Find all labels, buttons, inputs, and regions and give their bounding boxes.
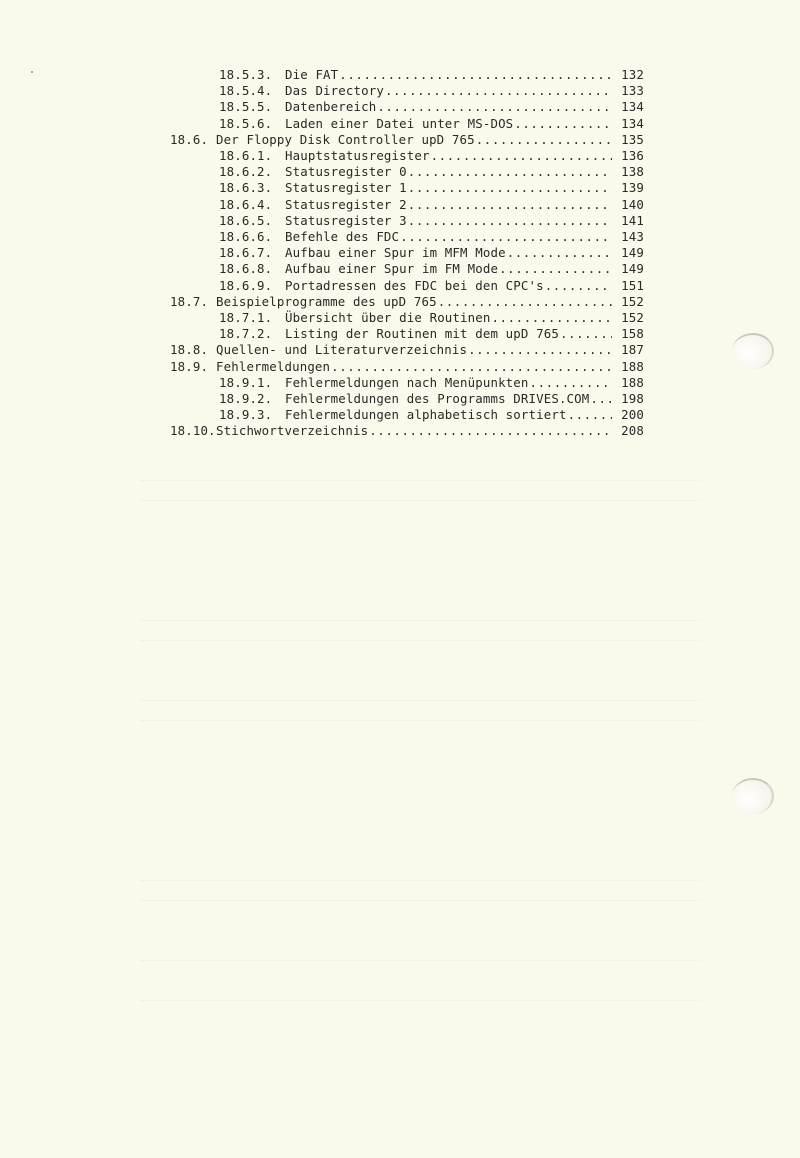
toc-entry-title: Fehlermeldungen nach Menüpunkten	[285, 374, 529, 390]
toc-entry-page: 141	[621, 212, 644, 228]
toc-entry-number: 18.9.3.	[219, 407, 273, 423]
dot-leader	[568, 407, 612, 423]
bleed-through-line	[140, 880, 700, 891]
toc-entry-number: 18.5.4.	[219, 83, 273, 99]
toc-entry-page: 188	[621, 374, 644, 390]
toc-entry-number: 18.6.7.	[219, 245, 273, 261]
bleed-through-line	[140, 900, 700, 911]
toc-entry	[170, 375, 644, 391]
toc-entry-title: Statusregister 1	[285, 180, 407, 196]
toc-entry-title: Statusregister 0	[285, 164, 407, 180]
toc-entry	[170, 245, 644, 261]
toc-entry	[170, 342, 644, 358]
toc-entry-page: 132	[621, 67, 644, 82]
dot-leader	[408, 164, 612, 180]
toc-entry-page: 149	[621, 261, 644, 277]
toc-entry-page: 188	[621, 358, 644, 374]
toc-entry	[170, 391, 644, 407]
toc-entry	[170, 197, 644, 213]
toc-entry	[170, 326, 644, 342]
toc-entry	[170, 407, 644, 423]
dot-leader	[400, 229, 612, 245]
dot-leader	[377, 99, 612, 115]
dot-leader	[545, 278, 612, 294]
dot-leader	[476, 132, 612, 148]
toc-entry-page: 151	[621, 277, 644, 293]
toc-entry-number: 18.6.8.	[219, 261, 273, 277]
toc-entry-title: Aufbau einer Spur im FM Mode	[285, 261, 499, 277]
binder-punch-hole	[732, 778, 774, 814]
dot-leader	[431, 148, 612, 164]
bleed-through-line	[140, 500, 700, 511]
toc-entry-number: 18.5.5.	[219, 99, 273, 115]
toc-entry-title: Fehlermeldungen alphabetisch sortiert	[285, 407, 567, 423]
toc-entry-page: 140	[621, 196, 644, 212]
table-of-contents	[170, 67, 644, 440]
toc-entry	[170, 423, 644, 439]
toc-entry-page: 149	[621, 245, 644, 261]
dot-leader	[507, 245, 612, 261]
bleed-through-line	[140, 720, 700, 731]
toc-entry-number: 18.7.2.	[219, 326, 273, 342]
toc-entry-page: 152	[621, 293, 644, 309]
bleed-through-line	[140, 960, 700, 971]
toc-entry	[170, 278, 644, 294]
toc-entry	[170, 213, 644, 229]
toc-entry-title: Laden einer Datei unter MS-DOS	[285, 115, 514, 131]
dot-leader	[408, 197, 612, 213]
dot-leader	[408, 180, 612, 196]
dot-leader	[560, 326, 612, 342]
toc-entry-page: 134	[621, 115, 644, 131]
toc-entry-number: 18.9.1.	[219, 374, 273, 390]
toc-entry-number: 18.6.5.	[219, 212, 273, 228]
toc-entry-title: Stichwortverzeichnis	[216, 423, 369, 439]
dot-leader	[514, 116, 612, 132]
toc-entry	[170, 116, 644, 132]
toc-entry-title: Beispielprogramme des upD 765	[216, 293, 437, 309]
toc-entry-title: Fehlermeldungen des Programms DRIVES.COM	[285, 391, 590, 407]
toc-entry-page: 133	[621, 83, 644, 99]
toc-entry-title: Das Directory	[285, 83, 384, 99]
toc-entry-number: 18.10.	[170, 423, 216, 439]
toc-entry-page: 208	[621, 423, 644, 439]
toc-entry	[170, 359, 644, 375]
toc-entry-page: 158	[621, 326, 644, 342]
toc-entry-title: Quellen- und Literaturverzeichnis	[216, 342, 468, 358]
toc-entry-page: 187	[621, 342, 644, 358]
toc-entry-title: Hauptstatusregister	[285, 148, 430, 164]
toc-entry	[170, 310, 644, 326]
toc-entry-title: Befehle des FDC	[285, 229, 400, 245]
toc-entry-number: 18.6.2.	[219, 164, 273, 180]
toc-entry-title: Fehlermeldungen	[216, 358, 331, 374]
dot-leader	[331, 359, 612, 375]
toc-entry-number: 18.7.1.	[219, 310, 273, 326]
toc-entry	[170, 261, 644, 277]
toc-entry	[170, 294, 644, 310]
dot-leader	[438, 294, 612, 310]
toc-entry-page: 200	[621, 407, 644, 423]
toc-entry-title: Die FAT	[285, 67, 339, 82]
toc-entry	[170, 67, 644, 83]
toc-entry-title: Statusregister 2	[285, 196, 407, 212]
toc-entry-number: 18.9.2.	[219, 391, 273, 407]
toc-entry-number: 18.6.	[170, 131, 209, 147]
toc-entry-title: Übersicht über die Routinen	[285, 310, 491, 326]
bleed-through-line	[140, 620, 700, 631]
toc-entry-number: 18.6.9.	[219, 277, 273, 293]
toc-entry-title: Portadressen des FDC bei den CPC's	[285, 277, 544, 293]
toc-entry-page: 143	[621, 229, 644, 245]
toc-entry	[170, 180, 644, 196]
toc-entry-page: 139	[621, 180, 644, 196]
toc-entry-page: 138	[621, 164, 644, 180]
toc-entry-number: 18.6.6.	[219, 229, 273, 245]
toc-entry-number: 18.8.	[170, 342, 209, 358]
toc-entry-number: 18.7.	[170, 293, 209, 309]
toc-entry-page: 134	[621, 99, 644, 115]
toc-entry	[170, 132, 644, 148]
toc-entry-page: 198	[621, 391, 644, 407]
toc-entry	[170, 83, 644, 99]
binder-punch-hole	[732, 333, 774, 369]
toc-entry-page: 152	[621, 310, 644, 326]
toc-entry-title: Listing der Routinen mit dem upD 765	[285, 326, 559, 342]
toc-entry-page: 135	[621, 131, 644, 147]
toc-entry	[170, 229, 644, 245]
bleed-through-line	[140, 1000, 700, 1011]
toc-entry-title: Der Floppy Disk Controller upD 765	[216, 131, 475, 147]
toc-entry-title: Datenbereich	[285, 99, 377, 115]
dot-leader	[468, 342, 612, 358]
paper-speck	[31, 71, 33, 73]
dot-leader	[530, 375, 612, 391]
toc-entry-number: 18.5.3.	[219, 67, 273, 82]
toc-entry-number: 18.6.1.	[219, 148, 273, 164]
toc-entry-number: 18.6.3.	[219, 180, 273, 196]
bleed-through-line	[140, 480, 700, 491]
toc-entry-number: 18.9.	[170, 358, 209, 374]
dot-leader	[499, 261, 612, 277]
toc-entry	[170, 99, 644, 115]
dot-leader	[339, 67, 612, 83]
dot-leader	[408, 213, 612, 229]
bleed-through-line	[140, 700, 700, 711]
toc-entry-number: 18.6.4.	[219, 196, 273, 212]
bleed-through-line	[140, 640, 700, 651]
dot-leader	[491, 310, 612, 326]
dot-leader	[590, 391, 612, 407]
toc-entry	[170, 164, 644, 180]
toc-entry-title: Aufbau einer Spur im MFM Mode	[285, 245, 506, 261]
toc-entry-title: Statusregister 3	[285, 212, 407, 228]
dot-leader	[369, 423, 612, 439]
dot-leader	[385, 83, 612, 99]
toc-entry	[170, 148, 644, 164]
toc-entry-page: 136	[621, 148, 644, 164]
toc-entry-number: 18.5.6.	[219, 115, 273, 131]
